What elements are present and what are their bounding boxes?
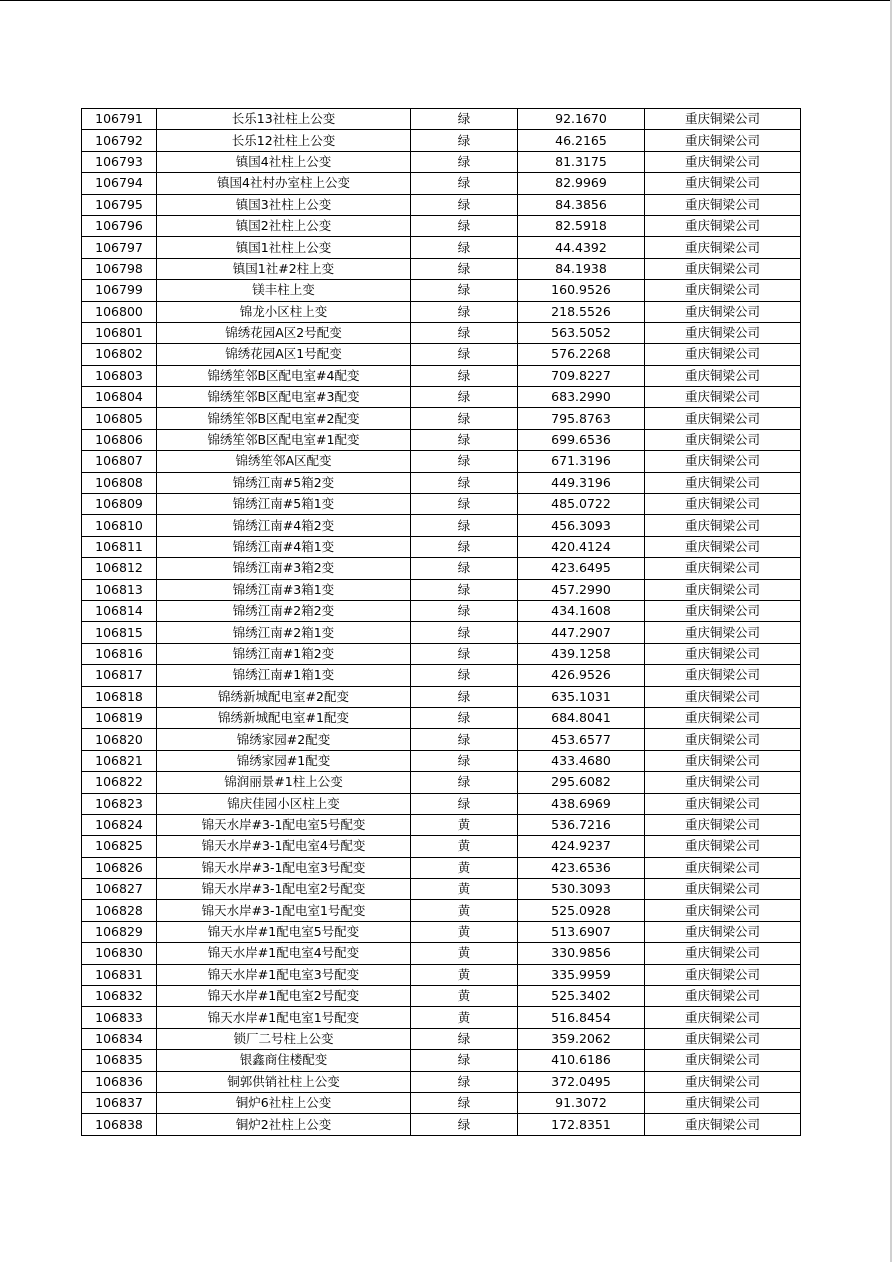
cell-status-color: 黄 xyxy=(411,964,518,985)
cell-id: 106831 xyxy=(82,964,157,985)
table-row xyxy=(82,237,801,258)
cell-company: 重庆铜梁公司 xyxy=(645,836,801,857)
cell-status-color: 绿 xyxy=(411,515,518,536)
cell-name: 锦绣笙邻B区配电室#2配变 xyxy=(157,408,411,429)
cell-name: 锦庆佳园小区柱上变 xyxy=(157,793,411,814)
table-row xyxy=(82,1050,801,1071)
cell-id: 106812 xyxy=(82,558,157,579)
table-row xyxy=(82,707,801,728)
cell-id: 106797 xyxy=(82,237,157,258)
cell-name: 锦润丽景#1柱上公变 xyxy=(157,772,411,793)
cell-company: 重庆铜梁公司 xyxy=(645,793,801,814)
cell-id: 106816 xyxy=(82,643,157,664)
cell-value: 423.6536 xyxy=(518,857,645,878)
cell-id: 106824 xyxy=(82,814,157,835)
cell-id: 106807 xyxy=(82,451,157,472)
cell-company: 重庆铜梁公司 xyxy=(645,215,801,236)
cell-status-color: 黄 xyxy=(411,943,518,964)
cell-company: 重庆铜梁公司 xyxy=(645,173,801,194)
table-row xyxy=(82,494,801,515)
table-row xyxy=(82,109,801,130)
cell-id: 106830 xyxy=(82,943,157,964)
cell-company: 重庆铜梁公司 xyxy=(645,1028,801,1049)
cell-value: 359.2062 xyxy=(518,1028,645,1049)
cell-name: 铜炉2社柱上公变 xyxy=(157,1114,411,1135)
cell-company: 重庆铜梁公司 xyxy=(645,109,801,130)
cell-name: 银鑫商住楼配变 xyxy=(157,1050,411,1071)
cell-company: 重庆铜梁公司 xyxy=(645,515,801,536)
cell-company: 重庆铜梁公司 xyxy=(645,1007,801,1028)
cell-status-color: 绿 xyxy=(411,1050,518,1071)
cell-status-color: 绿 xyxy=(411,1071,518,1092)
cell-company: 重庆铜梁公司 xyxy=(645,943,801,964)
cell-company: 重庆铜梁公司 xyxy=(645,900,801,921)
cell-status-color: 绿 xyxy=(411,1114,518,1135)
cell-id: 106833 xyxy=(82,1007,157,1028)
cell-status-color: 绿 xyxy=(411,109,518,130)
cell-value: 335.9959 xyxy=(518,964,645,985)
cell-name: 锁厂二号柱上公变 xyxy=(157,1028,411,1049)
cell-status-color: 黄 xyxy=(411,879,518,900)
cell-value: 372.0495 xyxy=(518,1071,645,1092)
cell-company: 重庆铜梁公司 xyxy=(645,622,801,643)
cell-id: 106792 xyxy=(82,130,157,151)
cell-status-color: 绿 xyxy=(411,194,518,215)
cell-name: 镇国2社柱上公变 xyxy=(157,215,411,236)
cell-value: 525.3402 xyxy=(518,986,645,1007)
cell-name: 锦绣笙邻B区配电室#1配变 xyxy=(157,429,411,450)
cell-status-color: 黄 xyxy=(411,900,518,921)
page-top-border xyxy=(0,0,892,1)
table-row xyxy=(82,536,801,557)
cell-id: 106791 xyxy=(82,109,157,130)
cell-id: 106820 xyxy=(82,729,157,750)
table-row xyxy=(82,1028,801,1049)
cell-company: 重庆铜梁公司 xyxy=(645,686,801,707)
cell-company: 重庆铜梁公司 xyxy=(645,451,801,472)
table-row xyxy=(82,515,801,536)
cell-company: 重庆铜梁公司 xyxy=(645,1114,801,1135)
cell-name: 锦天水岸#1配电室1号配变 xyxy=(157,1007,411,1028)
cell-name: 锦绣江南#5箱2变 xyxy=(157,472,411,493)
table-row xyxy=(82,729,801,750)
cell-value: 46.2165 xyxy=(518,130,645,151)
cell-status-color: 绿 xyxy=(411,258,518,279)
cell-name: 锦绣江南#2箱1变 xyxy=(157,622,411,643)
cell-id: 106809 xyxy=(82,494,157,515)
cell-name: 锦绣花园A区1号配变 xyxy=(157,344,411,365)
cell-id: 106800 xyxy=(82,301,157,322)
cell-id: 106823 xyxy=(82,793,157,814)
cell-name: 镇国4社柱上公变 xyxy=(157,151,411,172)
cell-value: 82.9969 xyxy=(518,173,645,194)
cell-name: 镇国4社村办室柱上公变 xyxy=(157,173,411,194)
cell-name: 锦天水岸#3-1配电室2号配变 xyxy=(157,879,411,900)
table-row xyxy=(82,558,801,579)
cell-name: 锦绣江南#5箱1变 xyxy=(157,494,411,515)
cell-value: 576.2268 xyxy=(518,344,645,365)
table-row xyxy=(82,151,801,172)
cell-company: 重庆铜梁公司 xyxy=(645,1092,801,1113)
cell-value: 457.2990 xyxy=(518,579,645,600)
table-row xyxy=(82,130,801,151)
cell-company: 重庆铜梁公司 xyxy=(645,729,801,750)
cell-value: 513.6907 xyxy=(518,921,645,942)
table-row xyxy=(82,879,801,900)
cell-id: 106838 xyxy=(82,1114,157,1135)
cell-status-color: 绿 xyxy=(411,429,518,450)
cell-status-color: 绿 xyxy=(411,280,518,301)
cell-id: 106819 xyxy=(82,707,157,728)
cell-company: 重庆铜梁公司 xyxy=(645,387,801,408)
cell-company: 重庆铜梁公司 xyxy=(645,151,801,172)
cell-company: 重庆铜梁公司 xyxy=(645,707,801,728)
table-row xyxy=(82,322,801,343)
cell-name: 锦天水岸#3-1配电室1号配变 xyxy=(157,900,411,921)
cell-company: 重庆铜梁公司 xyxy=(645,194,801,215)
transformer-table xyxy=(81,108,801,1136)
table-row xyxy=(82,943,801,964)
table-row xyxy=(82,750,801,771)
cell-value: 81.3175 xyxy=(518,151,645,172)
cell-id: 106811 xyxy=(82,536,157,557)
cell-value: 295.6082 xyxy=(518,772,645,793)
table-row xyxy=(82,387,801,408)
cell-id: 106829 xyxy=(82,921,157,942)
cell-company: 重庆铜梁公司 xyxy=(645,1071,801,1092)
table-row xyxy=(82,622,801,643)
cell-name: 镇国1社柱上公变 xyxy=(157,237,411,258)
cell-value: 684.8041 xyxy=(518,707,645,728)
cell-name: 锦天水岸#3-1配电室4号配变 xyxy=(157,836,411,857)
cell-company: 重庆铜梁公司 xyxy=(645,322,801,343)
cell-id: 106810 xyxy=(82,515,157,536)
cell-status-color: 绿 xyxy=(411,215,518,236)
cell-status-color: 绿 xyxy=(411,151,518,172)
cell-status-color: 绿 xyxy=(411,408,518,429)
cell-name: 锦绣新城配电室#2配变 xyxy=(157,686,411,707)
cell-id: 106796 xyxy=(82,215,157,236)
cell-id: 106804 xyxy=(82,387,157,408)
cell-status-color: 绿 xyxy=(411,686,518,707)
cell-company: 重庆铜梁公司 xyxy=(645,280,801,301)
cell-value: 84.3856 xyxy=(518,194,645,215)
cell-company: 重庆铜梁公司 xyxy=(645,301,801,322)
table-row xyxy=(82,173,801,194)
table-row xyxy=(82,665,801,686)
cell-name: 锦绣笙邻B区配电室#4配变 xyxy=(157,365,411,386)
cell-company: 重庆铜梁公司 xyxy=(645,237,801,258)
table-row xyxy=(82,215,801,236)
table-row xyxy=(82,408,801,429)
cell-name: 镁丰柱上变 xyxy=(157,280,411,301)
cell-company: 重庆铜梁公司 xyxy=(645,494,801,515)
cell-name: 铜郭供销社柱上公变 xyxy=(157,1071,411,1092)
cell-status-color: 绿 xyxy=(411,558,518,579)
cell-status-color: 绿 xyxy=(411,707,518,728)
cell-value: 635.1031 xyxy=(518,686,645,707)
cell-value: 82.5918 xyxy=(518,215,645,236)
cell-status-color: 绿 xyxy=(411,237,518,258)
cell-status-color: 绿 xyxy=(411,622,518,643)
cell-name: 镇国3社柱上公变 xyxy=(157,194,411,215)
cell-value: 330.9856 xyxy=(518,943,645,964)
cell-name: 锦绣江南#3箱2变 xyxy=(157,558,411,579)
cell-id: 106836 xyxy=(82,1071,157,1092)
cell-status-color: 绿 xyxy=(411,322,518,343)
cell-name: 锦绣江南#4箱2变 xyxy=(157,515,411,536)
table-row xyxy=(82,344,801,365)
cell-company: 重庆铜梁公司 xyxy=(645,536,801,557)
cell-name: 锦天水岸#1配电室2号配变 xyxy=(157,986,411,1007)
table-row xyxy=(82,451,801,472)
cell-company: 重庆铜梁公司 xyxy=(645,814,801,835)
cell-company: 重庆铜梁公司 xyxy=(645,750,801,771)
cell-id: 106801 xyxy=(82,322,157,343)
cell-id: 106805 xyxy=(82,408,157,429)
table-row xyxy=(82,429,801,450)
cell-name: 锦绣江南#1箱2变 xyxy=(157,643,411,664)
cell-id: 106813 xyxy=(82,579,157,600)
cell-company: 重庆铜梁公司 xyxy=(645,258,801,279)
cell-id: 106827 xyxy=(82,879,157,900)
cell-company: 重庆铜梁公司 xyxy=(645,879,801,900)
cell-id: 106815 xyxy=(82,622,157,643)
table-row xyxy=(82,814,801,835)
cell-status-color: 绿 xyxy=(411,729,518,750)
cell-id: 106834 xyxy=(82,1028,157,1049)
cell-name: 锦天水岸#3-1配电室3号配变 xyxy=(157,857,411,878)
cell-id: 106803 xyxy=(82,365,157,386)
table-row xyxy=(82,472,801,493)
cell-id: 106808 xyxy=(82,472,157,493)
cell-status-color: 绿 xyxy=(411,643,518,664)
cell-status-color: 黄 xyxy=(411,921,518,942)
cell-id: 106794 xyxy=(82,173,157,194)
cell-company: 重庆铜梁公司 xyxy=(645,665,801,686)
cell-id: 106822 xyxy=(82,772,157,793)
cell-name: 锦天水岸#3-1配电室5号配变 xyxy=(157,814,411,835)
cell-status-color: 绿 xyxy=(411,301,518,322)
cell-value: 44.4392 xyxy=(518,237,645,258)
table-row xyxy=(82,579,801,600)
cell-status-color: 绿 xyxy=(411,1092,518,1113)
table-body xyxy=(82,109,801,1136)
cell-value: 456.3093 xyxy=(518,515,645,536)
cell-company: 重庆铜梁公司 xyxy=(645,130,801,151)
cell-value: 423.6495 xyxy=(518,558,645,579)
cell-status-color: 绿 xyxy=(411,344,518,365)
cell-name: 锦绣江南#2箱2变 xyxy=(157,600,411,621)
cell-value: 530.3093 xyxy=(518,879,645,900)
cell-status-color: 绿 xyxy=(411,472,518,493)
cell-status-color: 黄 xyxy=(411,986,518,1007)
cell-name: 锦天水岸#1配电室5号配变 xyxy=(157,921,411,942)
cell-id: 106828 xyxy=(82,900,157,921)
cell-value: 420.4124 xyxy=(518,536,645,557)
cell-name: 锦绣江南#3箱1变 xyxy=(157,579,411,600)
cell-status-color: 绿 xyxy=(411,451,518,472)
cell-value: 84.1938 xyxy=(518,258,645,279)
table-row xyxy=(82,900,801,921)
table-row xyxy=(82,365,801,386)
cell-status-color: 黄 xyxy=(411,857,518,878)
cell-value: 525.0928 xyxy=(518,900,645,921)
cell-id: 106818 xyxy=(82,686,157,707)
cell-status-color: 黄 xyxy=(411,836,518,857)
table-row xyxy=(82,258,801,279)
cell-id: 106799 xyxy=(82,280,157,301)
cell-company: 重庆铜梁公司 xyxy=(645,365,801,386)
cell-value: 536.7216 xyxy=(518,814,645,835)
cell-value: 516.8454 xyxy=(518,1007,645,1028)
cell-id: 106825 xyxy=(82,836,157,857)
table-row xyxy=(82,280,801,301)
cell-value: 671.3196 xyxy=(518,451,645,472)
cell-status-color: 绿 xyxy=(411,365,518,386)
cell-id: 106835 xyxy=(82,1050,157,1071)
cell-id: 106793 xyxy=(82,151,157,172)
cell-company: 重庆铜梁公司 xyxy=(645,408,801,429)
table-row xyxy=(82,986,801,1007)
cell-id: 106817 xyxy=(82,665,157,686)
cell-name: 镇国1社#2柱上变 xyxy=(157,258,411,279)
cell-status-color: 绿 xyxy=(411,536,518,557)
cell-status-color: 绿 xyxy=(411,130,518,151)
cell-id: 106806 xyxy=(82,429,157,450)
cell-company: 重庆铜梁公司 xyxy=(645,429,801,450)
cell-value: 439.1258 xyxy=(518,643,645,664)
cell-name: 锦天水岸#1配电室4号配变 xyxy=(157,943,411,964)
table-row xyxy=(82,600,801,621)
cell-id: 106837 xyxy=(82,1092,157,1113)
cell-name: 锦绣新城配电室#1配变 xyxy=(157,707,411,728)
cell-status-color: 绿 xyxy=(411,793,518,814)
cell-company: 重庆铜梁公司 xyxy=(645,579,801,600)
cell-status-color: 绿 xyxy=(411,579,518,600)
cell-company: 重庆铜梁公司 xyxy=(645,772,801,793)
cell-name: 锦绣江南#1箱1变 xyxy=(157,665,411,686)
cell-status-color: 绿 xyxy=(411,750,518,771)
cell-status-color: 黄 xyxy=(411,814,518,835)
cell-value: 218.5526 xyxy=(518,301,645,322)
cell-status-color: 绿 xyxy=(411,600,518,621)
cell-value: 485.0722 xyxy=(518,494,645,515)
table-row xyxy=(82,1114,801,1135)
cell-name: 锦绣花园A区2号配变 xyxy=(157,322,411,343)
cell-value: 709.8227 xyxy=(518,365,645,386)
cell-status-color: 黄 xyxy=(411,1007,518,1028)
cell-name: 锦绣笙邻A区配变 xyxy=(157,451,411,472)
table-row xyxy=(82,1071,801,1092)
cell-value: 683.2990 xyxy=(518,387,645,408)
cell-value: 438.6969 xyxy=(518,793,645,814)
cell-status-color: 绿 xyxy=(411,665,518,686)
cell-value: 91.3072 xyxy=(518,1092,645,1113)
table-row xyxy=(82,793,801,814)
cell-value: 92.1670 xyxy=(518,109,645,130)
cell-value: 453.6577 xyxy=(518,729,645,750)
cell-value: 160.9526 xyxy=(518,280,645,301)
cell-status-color: 绿 xyxy=(411,173,518,194)
table-row xyxy=(82,1007,801,1028)
cell-value: 172.8351 xyxy=(518,1114,645,1135)
table-row xyxy=(82,836,801,857)
table-row xyxy=(82,921,801,942)
table-row xyxy=(82,686,801,707)
cell-name: 锦绣江南#4箱1变 xyxy=(157,536,411,557)
cell-company: 重庆铜梁公司 xyxy=(645,986,801,1007)
cell-name: 锦绣家园#1配变 xyxy=(157,750,411,771)
cell-name: 长乐12社柱上公变 xyxy=(157,130,411,151)
cell-name: 锦天水岸#1配电室3号配变 xyxy=(157,964,411,985)
cell-id: 106802 xyxy=(82,344,157,365)
cell-value: 426.9526 xyxy=(518,665,645,686)
cell-company: 重庆铜梁公司 xyxy=(645,921,801,942)
cell-name: 铜炉6社柱上公变 xyxy=(157,1092,411,1113)
table-row xyxy=(82,643,801,664)
cell-name: 锦龙小区柱上变 xyxy=(157,301,411,322)
table-row xyxy=(82,194,801,215)
cell-status-color: 绿 xyxy=(411,1028,518,1049)
cell-value: 424.9237 xyxy=(518,836,645,857)
table-row xyxy=(82,301,801,322)
cell-id: 106795 xyxy=(82,194,157,215)
table-row xyxy=(82,964,801,985)
cell-value: 699.6536 xyxy=(518,429,645,450)
cell-value: 433.4680 xyxy=(518,750,645,771)
cell-company: 重庆铜梁公司 xyxy=(645,344,801,365)
cell-name: 长乐13社柱上公变 xyxy=(157,109,411,130)
cell-status-color: 绿 xyxy=(411,387,518,408)
cell-value: 449.3196 xyxy=(518,472,645,493)
cell-company: 重庆铜梁公司 xyxy=(645,472,801,493)
cell-value: 795.8763 xyxy=(518,408,645,429)
cell-value: 563.5052 xyxy=(518,322,645,343)
cell-company: 重庆铜梁公司 xyxy=(645,558,801,579)
cell-id: 106826 xyxy=(82,857,157,878)
table-row xyxy=(82,1092,801,1113)
cell-name: 锦绣家园#2配变 xyxy=(157,729,411,750)
cell-id: 106798 xyxy=(82,258,157,279)
cell-company: 重庆铜梁公司 xyxy=(645,600,801,621)
cell-status-color: 绿 xyxy=(411,494,518,515)
cell-id: 106832 xyxy=(82,986,157,1007)
cell-value: 410.6186 xyxy=(518,1050,645,1071)
cell-company: 重庆铜梁公司 xyxy=(645,964,801,985)
cell-value: 447.2907 xyxy=(518,622,645,643)
cell-company: 重庆铜梁公司 xyxy=(645,1050,801,1071)
cell-company: 重庆铜梁公司 xyxy=(645,857,801,878)
table-row xyxy=(82,772,801,793)
cell-id: 106821 xyxy=(82,750,157,771)
cell-value: 434.1608 xyxy=(518,600,645,621)
cell-id: 106814 xyxy=(82,600,157,621)
cell-name: 锦绣笙邻B区配电室#3配变 xyxy=(157,387,411,408)
cell-company: 重庆铜梁公司 xyxy=(645,643,801,664)
table-row xyxy=(82,857,801,878)
cell-status-color: 绿 xyxy=(411,772,518,793)
